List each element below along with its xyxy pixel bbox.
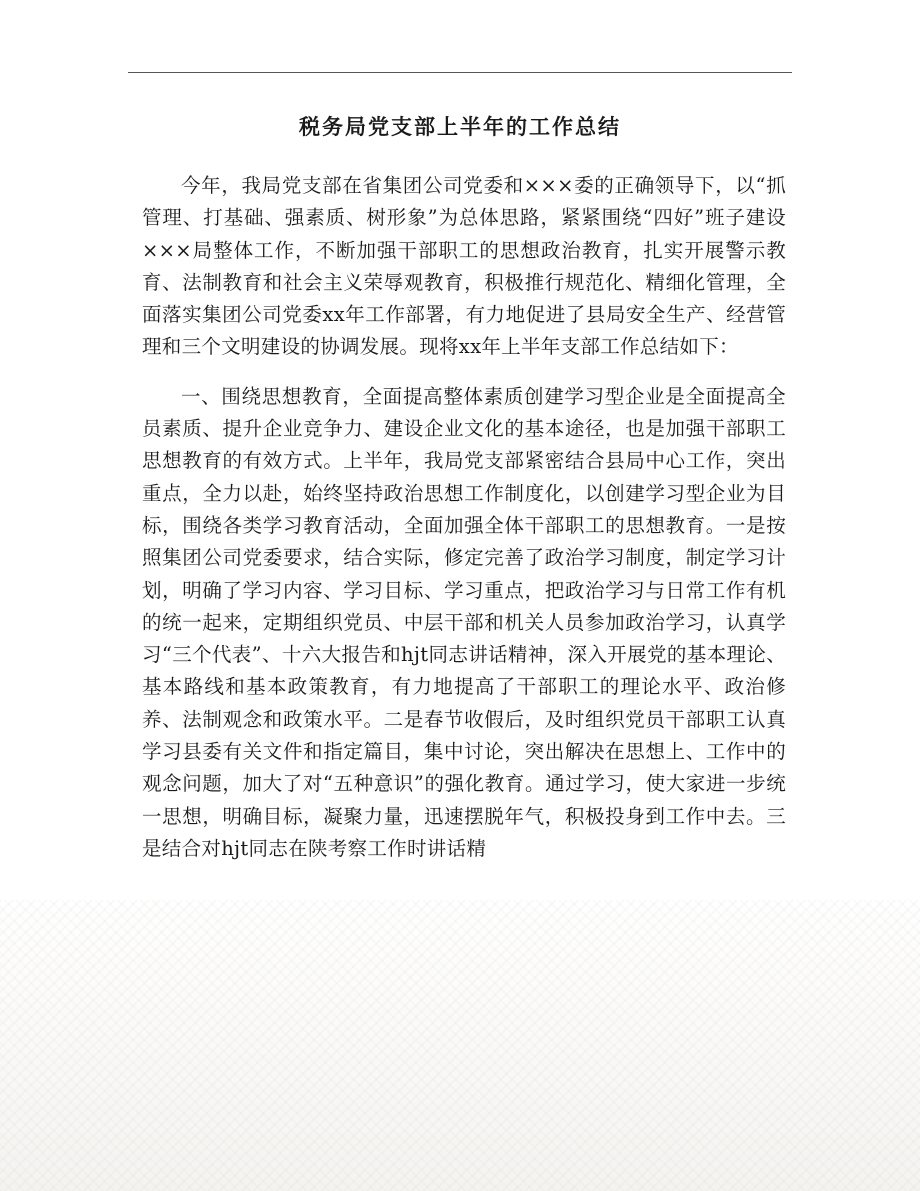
paragraph-section-one: 一、围绕思想教育，全面提高整体素质创建学习型企业是全面提高全员素质、提升企业竞争力、建设企业文化的基本途径，也是加强干部职工思想教育的有效方式。上半年，我局党支部紧密结合县局中心工作，突出重点，全力以赴，始终坚持政治思想工作制度化，以创建学习型企业为目标，围绕各类学习教育活动，全面加强全体干部职工的思想教育。一是按照集团公司党委要求，结合实际，修定完善了政治学习制度，制定学习计划，明确了学习内容、学习目标、学习重点，把政治学习与日常工作有机的统一起来，定期组织党员、中层干部和机关人员参加政治学习，认真学习“三个代表”、十六大报告和hjt同志讲话精神，深入开展党的基本理论、基本路线和基本政策教育，有力地提高了干部职工的理论水平、政治修养、法制观念和政策水平。二是春节收假后，及时组织党员干部职工认真学习县委有关文件和指定篇目，集中讨论，突出解决在思想上、工作中的观念问题，加大了对“五种意识”的强化教育。通过学习，使大家进一步统一思想，明确目标，凝聚力量，迅速摆脱年气，积极投身到工作中去。三是结合对hjt同志在陕考察工作时讲话精 xyxy=(142,384,786,860)
document-title: 税务局党支部上半年的工作总结 xyxy=(299,114,621,139)
document-body xyxy=(142,170,786,882)
background-pattern xyxy=(0,900,920,1191)
header-rule xyxy=(128,72,792,73)
paragraph-intro: 今年，我局党支部在省集团公司党委和×××委的正确领导下，以“抓管理、打基础、强素质、树形象”为总体思路，紧紧围绕“四好”班子建设×××局整体工作，不断加强干部职工的思想政治教育，扎实开展警示教育、法制教育和社会主义荣辱观教育，积极推行规范化、精细化管理，全面落实集团公司党委xx年工作部署，有力地促进了县局安全生产、经营管理和三个文明建设的协调发展。现将xx年上半年支部工作总结如下： xyxy=(142,174,786,359)
